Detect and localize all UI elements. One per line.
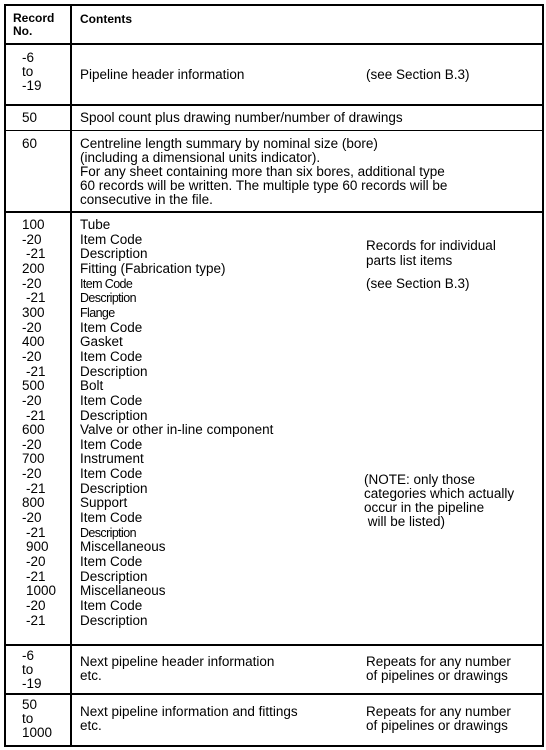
row-divider	[6, 644, 542, 646]
record-no: -20	[22, 275, 42, 291]
parts-item: Miscellaneous	[80, 539, 166, 555]
record-no: -21	[26, 290, 46, 306]
record-no: -6	[22, 50, 35, 65]
row-divider	[6, 43, 542, 45]
record-no: -21	[26, 568, 46, 584]
row-note: Repeats for any number	[366, 654, 511, 669]
record-no: -6	[22, 648, 35, 663]
record-no: 600	[22, 422, 45, 438]
record-no: -21	[26, 246, 46, 262]
row-divider	[6, 104, 542, 106]
record-no: -20	[22, 348, 42, 364]
parts-item: Instrument	[80, 451, 144, 467]
record-no: -20	[26, 597, 46, 613]
row-note: occur in the pipeline	[364, 500, 485, 515]
record-no: -21	[26, 363, 46, 379]
record-no: -21	[26, 407, 46, 423]
parts-item: Gasket	[80, 334, 123, 350]
row-contents: consecutive in the file.	[80, 192, 213, 207]
row-contents: etc.	[80, 668, 102, 683]
record-no: 200	[22, 260, 45, 276]
row-note: Repeats for any number	[366, 704, 511, 719]
parts-item: Description	[80, 363, 148, 379]
row-note: (NOTE: only those	[364, 472, 476, 487]
row-contents: Spool count plus drawing number/number of drawings	[80, 110, 403, 125]
record-no: 300	[22, 304, 45, 320]
parts-item: Description	[80, 525, 136, 540]
record-no: 400	[22, 334, 45, 350]
record-no: 800	[22, 495, 45, 511]
column-divider	[70, 6, 72, 745]
record-no: 1000	[22, 725, 53, 740]
parts-item: Item Code	[80, 554, 143, 569]
parts-item: Description	[80, 480, 148, 496]
parts-item: Item Code	[80, 276, 133, 291]
record-no: 500	[22, 378, 45, 394]
parts-item: Bolt	[80, 378, 104, 394]
record-no: to	[22, 662, 34, 677]
header-contents: Contents	[80, 12, 132, 26]
parts-item: Item Code	[80, 392, 143, 408]
parts-item: Description	[80, 612, 148, 628]
row-note: (see Section B.3)	[366, 67, 470, 82]
record-no: -21	[26, 480, 46, 496]
record-no: -20	[22, 231, 42, 247]
row-note: (see Section B.3)	[366, 276, 470, 291]
parts-item: Fitting (Fabrication type)	[80, 260, 226, 276]
row-contents: 60 records will be written. The multiple type 60 records will be	[80, 178, 448, 193]
row-contents: Next pipeline header information	[80, 654, 275, 669]
record-no: -20	[22, 510, 42, 525]
parts-item: Description	[80, 291, 136, 306]
header-record-no: Record No.	[13, 11, 55, 38]
parts-item: Flange	[80, 305, 115, 320]
row-note: Records for individual	[366, 238, 496, 253]
parts-item: Description	[80, 246, 148, 262]
record-no: -20	[22, 436, 42, 452]
parts-item: Description	[80, 568, 148, 584]
parts-item: Tube	[80, 217, 111, 232]
row-divider	[6, 693, 542, 695]
row-contents: etc.	[80, 718, 102, 733]
record-no: 1000	[26, 583, 57, 599]
row-contents: (including a dimensional units indicator).	[80, 150, 321, 165]
parts-item: Item Code	[80, 466, 143, 482]
row-contents: Pipeline header information	[80, 67, 245, 82]
parts-item: Support	[80, 495, 128, 511]
record-no: -21	[26, 612, 46, 628]
row-contents: Centreline length summary by nominal size (bore)	[80, 136, 378, 151]
row-note: will be listed)	[364, 514, 446, 529]
record-no: -20	[22, 319, 42, 335]
record-no: to	[22, 711, 34, 726]
parts-item: Miscellaneous	[80, 583, 166, 599]
parts-item: Valve or other in-line component	[80, 422, 274, 438]
row-note: parts list items	[366, 253, 453, 268]
record-no: 700	[22, 451, 45, 467]
record-no: -20	[22, 466, 42, 482]
record-no: -21	[26, 524, 46, 540]
parts-item: Item Code	[80, 510, 143, 525]
record-table	[4, 4, 544, 747]
record-no: -20	[22, 392, 42, 408]
parts-item: Item Code	[80, 319, 143, 335]
record-no: -19	[22, 78, 42, 93]
record-no: 100	[22, 217, 45, 232]
row-divider	[6, 130, 542, 131]
parts-item: Item Code	[80, 597, 143, 613]
record-no: 900	[26, 539, 49, 555]
record-no: -19	[22, 676, 42, 691]
record-no: 60	[22, 136, 38, 151]
record-no: 50	[22, 110, 38, 125]
row-contents: Next pipeline information and fittings	[80, 704, 298, 719]
record-no: -20	[26, 554, 46, 569]
row-note: of pipelines or drawings	[366, 668, 508, 683]
parts-item: Item Code	[80, 436, 143, 452]
record-no: to	[22, 64, 34, 79]
record-no: 50	[22, 697, 38, 712]
row-divider	[6, 211, 542, 213]
parts-item: Item Code	[80, 231, 143, 247]
parts-item: Item Code	[80, 348, 143, 364]
row-note: of pipelines or drawings	[366, 718, 508, 733]
parts-item: Description	[80, 407, 148, 423]
row-contents: For any sheet containing more than six bores, additional type	[80, 164, 445, 179]
row-note: categories which actually	[364, 486, 515, 501]
